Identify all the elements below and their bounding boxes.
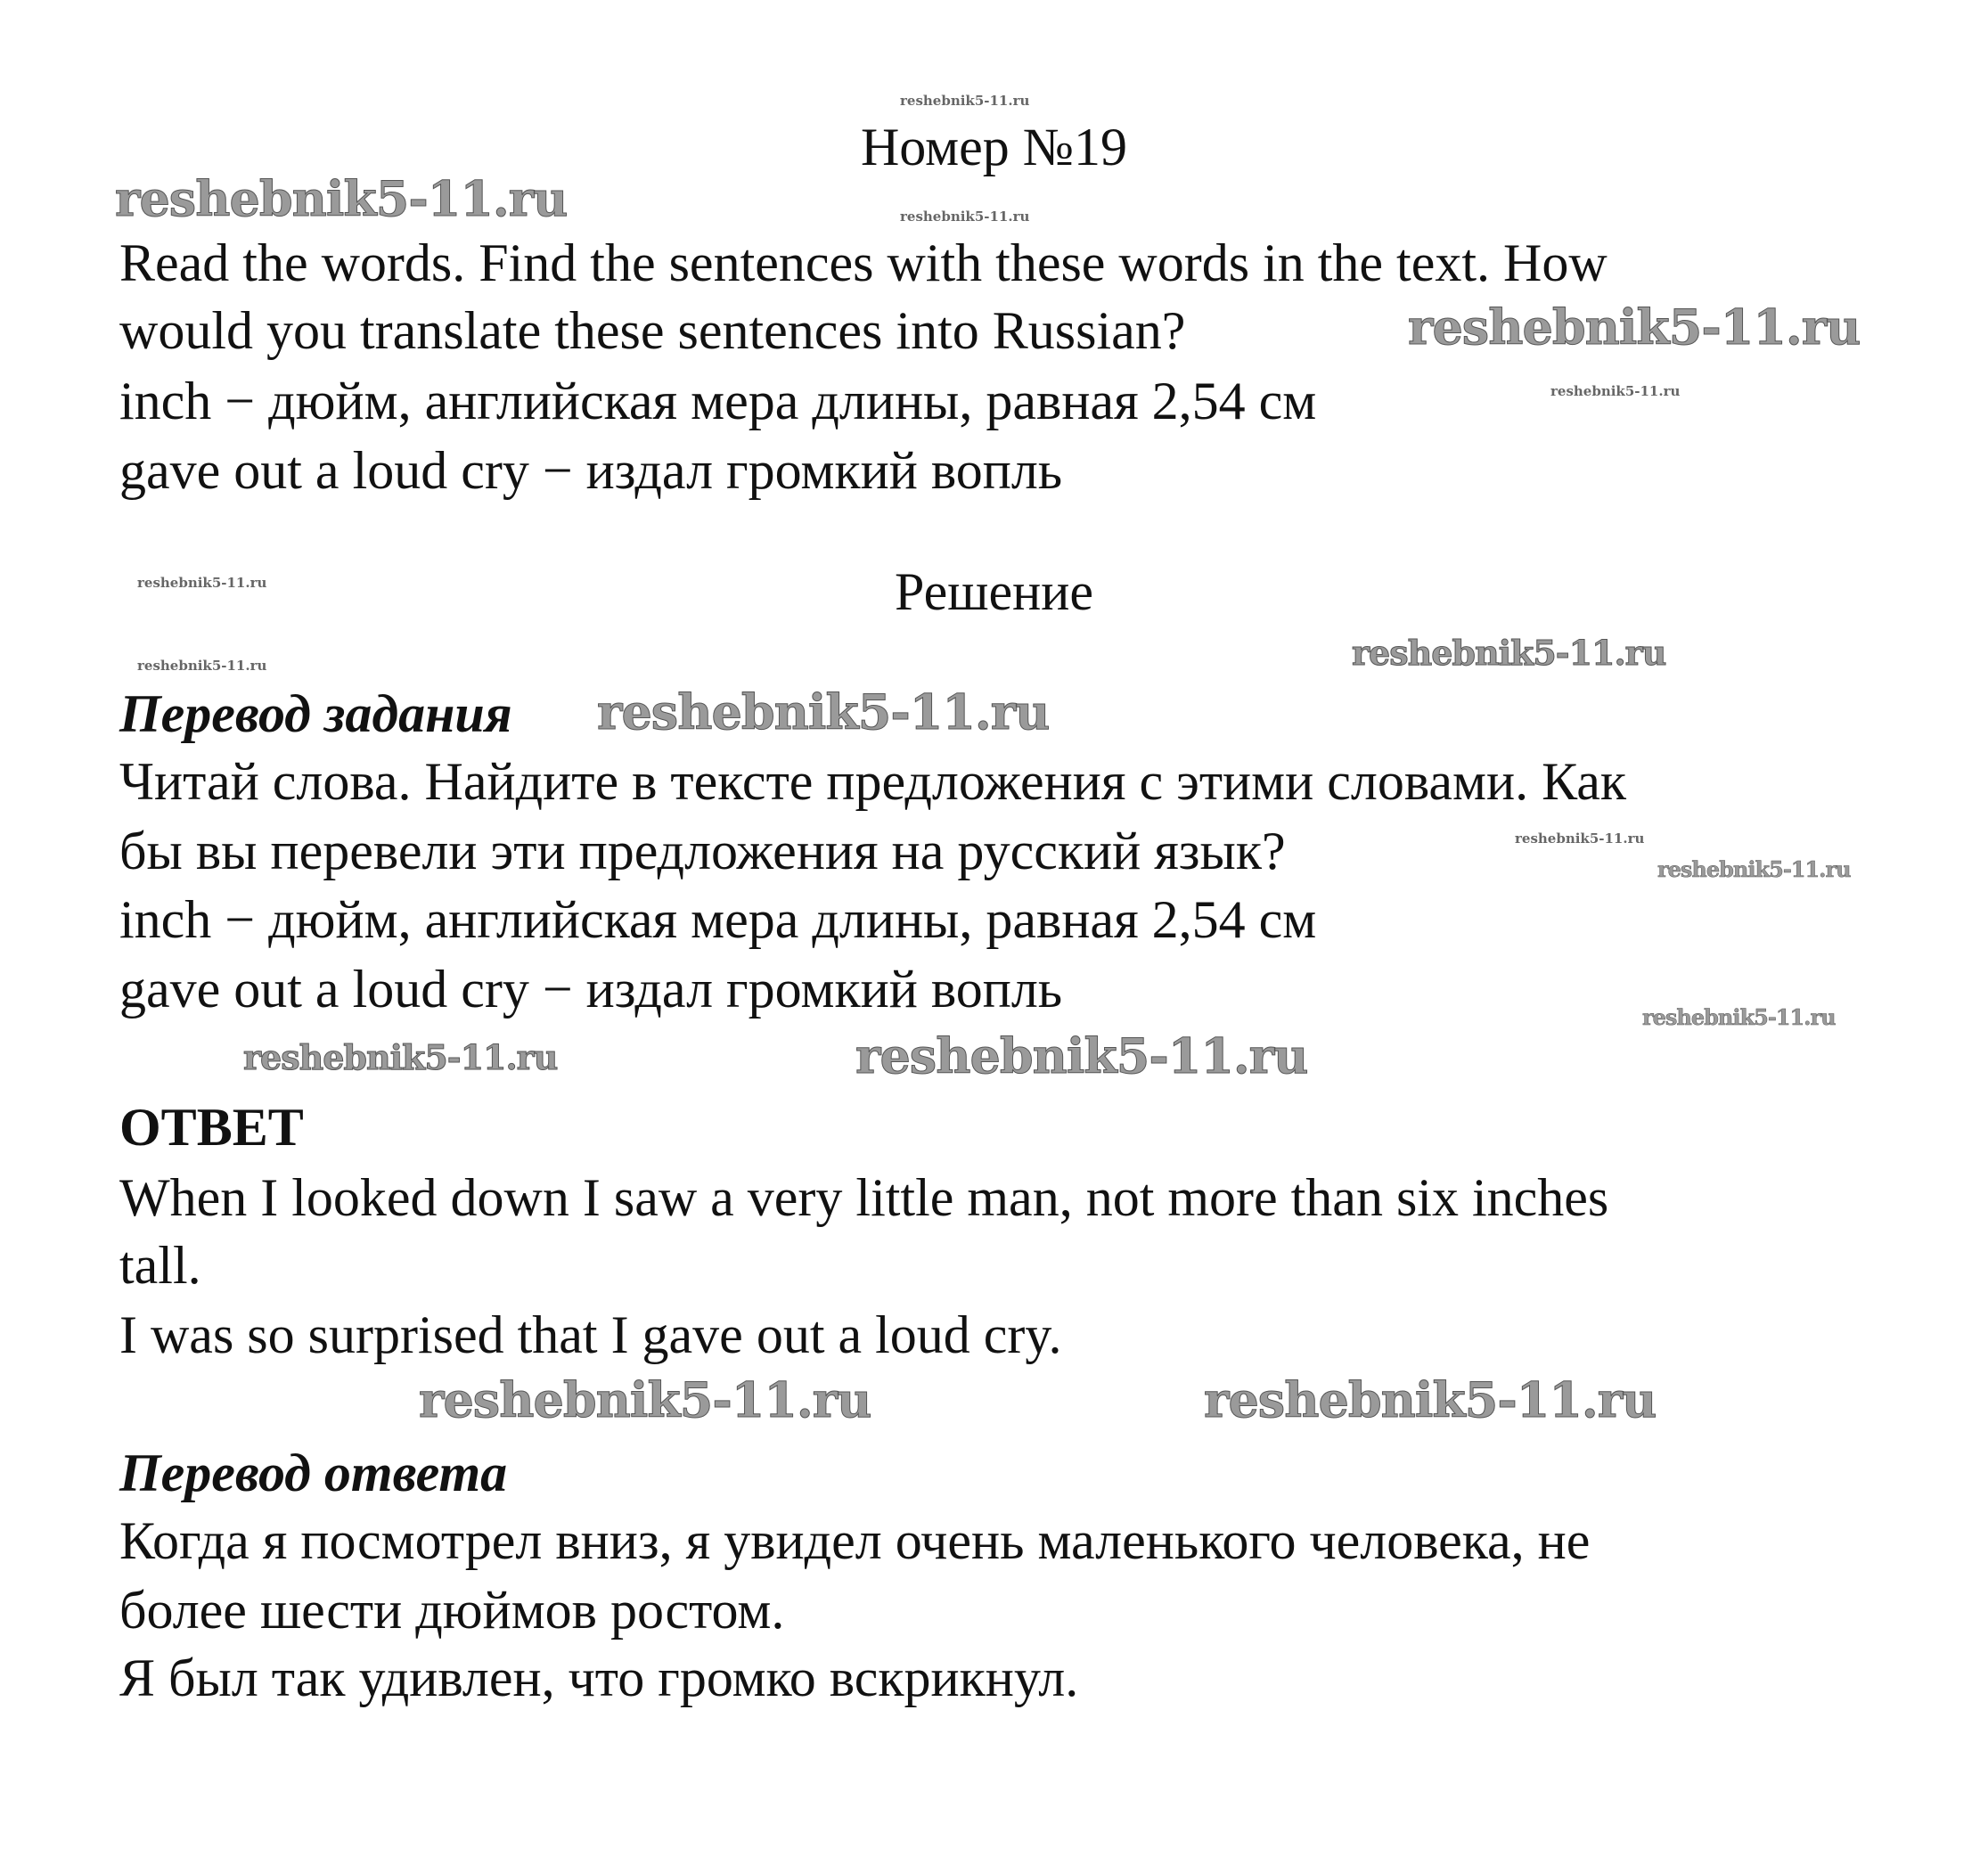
watermark: reshebnik5-11.ru (1550, 383, 1681, 399)
watermark: reshebnik5-11.ru (1642, 1004, 1836, 1030)
watermark: reshebnik5-11.ru (419, 1371, 871, 1428)
task-line: gave out a loud cry − издал громкий вопль (119, 441, 1063, 500)
watermark: reshebnik5-11.ru (1657, 856, 1851, 882)
solution-heading: Решение (895, 562, 1093, 621)
watermark: reshebnik5-11.ru (137, 575, 267, 591)
task-line: would you translate these sentences into Russian? (119, 301, 1186, 360)
watermark: reshebnik5-11.ru (1408, 299, 1861, 356)
answer-line: I was so surprised that I gave out a loud cry. (119, 1305, 1062, 1364)
watermark: reshebnik5-11.ru (900, 209, 1030, 225)
answer-line: When I looked down I saw a very little man, not more than six inches (119, 1168, 1609, 1227)
watermark: reshebnik5-11.ru (115, 170, 568, 227)
answer-line: tall. (119, 1236, 201, 1295)
watermark: reshebnik5-11.ru (855, 1027, 1308, 1084)
answer-translation-line: Я был так удивлен, что громко вскрикнул. (119, 1649, 1079, 1707)
page-title: Номер №19 (860, 118, 1128, 176)
watermark: reshebnik5-11.ru (1352, 633, 1666, 673)
watermark: reshebnik5-11.ru (900, 93, 1030, 109)
answer-heading: ОТВЕТ (119, 1098, 304, 1157)
task-translation-line: бы вы перевели эти предложения на русский язык? (119, 822, 1286, 880)
task-line: Read the words. Find the sentences with these words in the text. How (119, 233, 1608, 292)
answer-translation-line: Когда я посмотрел вниз, я увидел очень маленького человека, не (119, 1511, 1591, 1570)
watermark: reshebnik5-11.ru (1204, 1371, 1657, 1428)
task-line: inch − дюйм, английская мера длины, равная 2,54 см (119, 372, 1317, 430)
task-translation-line: gave out a loud cry − издал громкий вопль (119, 960, 1063, 1019)
answer-translation-line: более шести дюймов ростом. (119, 1581, 785, 1640)
watermark: reshebnik5-11.ru (597, 683, 1050, 740)
task-translation-line: inch − дюйм, английская мера длины, равная 2,54 см (119, 890, 1317, 949)
watermark: reshebnik5-11.ru (1515, 830, 1645, 847)
answer-translation-heading: Перевод ответа (119, 1444, 508, 1502)
watermark: reshebnik5-11.ru (243, 1037, 558, 1077)
watermark: reshebnik5-11.ru (137, 658, 267, 674)
task-translation-line: Читай слова. Найдите в тексте предложения с этими словами. Как (119, 752, 1627, 811)
task-translation-heading: Перевод задания (119, 684, 512, 743)
